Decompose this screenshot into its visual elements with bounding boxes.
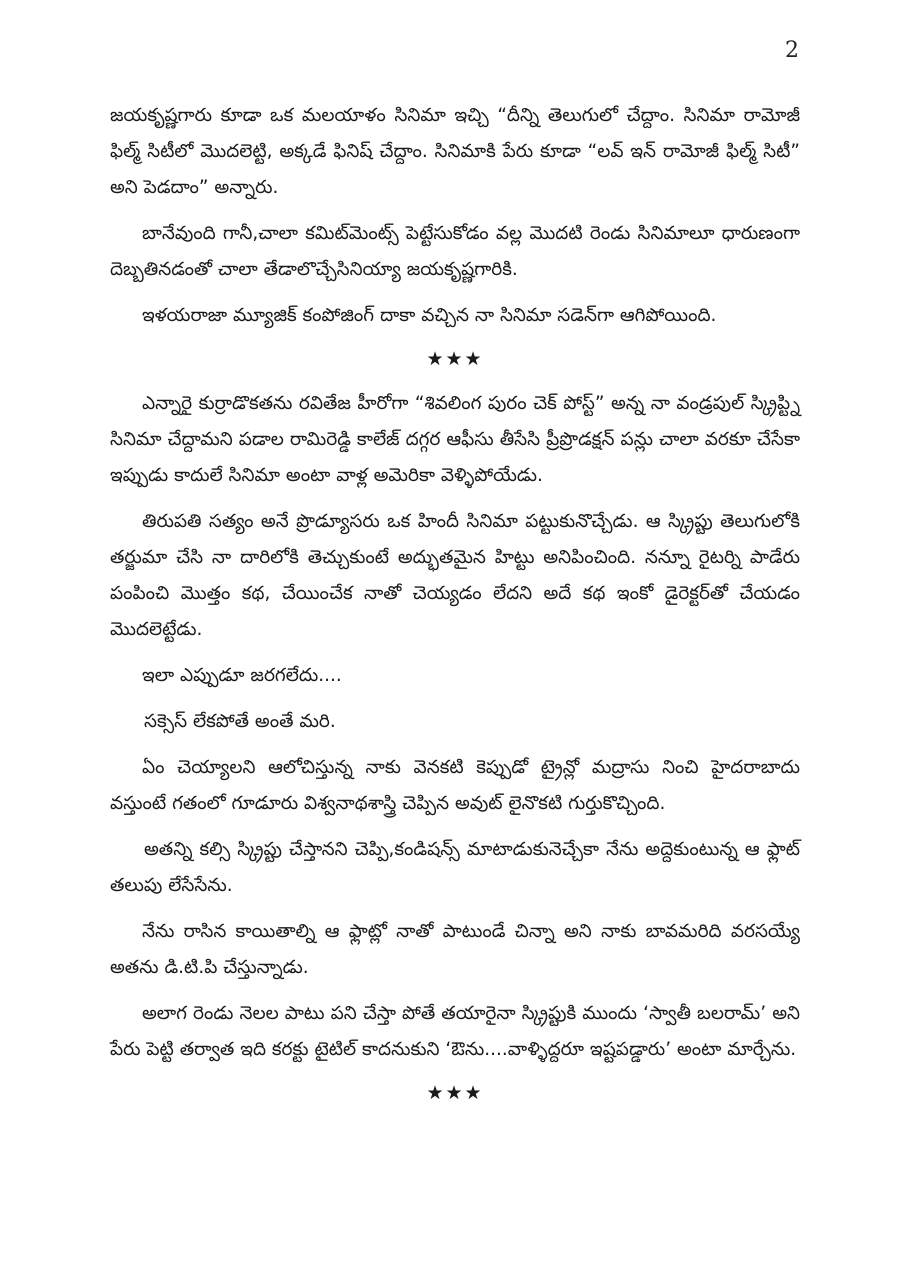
paragraph-7: సక్సెస్ లేకపోతే అంతే మరి.: [144, 711, 336, 732]
paragraph-8: ఏం చెయ్యాలని ఆలోచిస్తున్న నాకు వెనకటి కెప్పుడో ట్రైన్లో మద్రాసు నించి హైదరాబాదు వస్తుంటే గతంలో గూడూరు విశ్వనాథశాస్త్రి చెప్పిన అవుట్ లైనొకటి గుర్తుకొచ్చింది.: [110, 757, 800, 814]
paragraph-1: జయకృష్ణగారు కూడా ఒక మలయాళం సినిమా ఇచ్చి “దీన్ని తెలుగులో చేద్దాం. సినిమా రామోజీ ఫిల్మ్ సిటీలో మొదలెట్టి, అక్కడే ఫినిష్ చేద్దాం. సినిమాకి పేరు కూడా “లవ్ ఇన్ రామోజీ ఫిల్మ్ సిటీ” అని పెడదాం” అన్నారు.: [110, 105, 800, 198]
section-divider-end: ★★★: [426, 1082, 484, 1104]
paragraph-2: బానేవుంది గానీ,చాలా కమిట్‌మెంట్స్ పెట్టేసుకోడం వల్ల మొదటి రెండు సినిమాలూ ధారుణంగా దెబ్బతినడంతో చాలా తేడాలొచ్చేసినియ్యా జయకృష్ణగారికి.: [110, 223, 800, 280]
page-number: 2: [785, 38, 799, 63]
paragraph-10: నేను రాసిన కాయితాల్ని ఆ ఫ్లాట్లో నాతో పాటుండే చిన్నా అని నాకు బావమరిది వరసయ్యే అతను డి.టి.పి చేస్తున్నాడు.: [110, 921, 800, 978]
paragraph-5: తిరుపతి సత్యం అనే ప్రొడ్యూసరు ఒక హిందీ సినిమా పట్టుకునొచ్చేడు. ఆ స్క్రిప్టు తెలుగులోకి తర్జుమా చేసి నా దారిలోకి తెచ్చుకుంటే అద్భుతమైన హిట్టు అనిపించింది. నన్నూ రైటర్ని పాడేరు పంపించి మొత్తం కథ, చేయించేక నాతో చెయ్యడం లేదని అదే కథ ఇంకో డైరెక్టర్‌తో చేయడం మొదలెట్టేడు.: [110, 511, 800, 640]
document-body: [110, 98, 800, 1120]
paragraph-3: ఇళయరాజా మ్యూజిక్ కంపోజింగ్ దాకా వచ్చిన నా సినిమా సడెన్‌గా ఆగిపోయింది.: [142, 305, 717, 326]
paragraph-6: ఇలా ఎప్పుడూ జరగలేదు....: [142, 665, 342, 686]
paragraph-4: ఎన్నారై కుర్రాడొకతను రవితేజ హీరోగా “శివలింగ పురం చెక్ పోస్ట్” అన్న నా వండ్రపుల్ స్క్రిప్ట్ని సినిమా చేద్దామని పడాల రామిరెడ్డి కాలేజ్ దగ్గర ఆఫీసు తీసేసి ప్రీప్రొడక్షన్ పన్లు చాలా వరకూ చేసేకా ఇప్పుడు కాదులే సినిమా అంటా వాళ్ల అమెరికా వెళ్ళిపోయేడు.: [110, 393, 800, 486]
paragraph-9: అతన్ని కల్సి స్క్రిప్టు చేస్తానని చెప్పి,కండిషన్స్ మాటాడుకునెచ్చేకా నేను అద్దెకుంటున్న ఆ ఫ్లాట్ తలుపు లేసేసేను.: [110, 839, 800, 896]
paragraph-11: అలాగ రెండు నెలల పాటు పని చేస్తా పోతే తయారైనా స్క్రిప్టుకి ముందు ‘స్వాతీ బలరామ్’ అని పేరు పెట్టి తర్వాత ఇది కరక్టు టైటిల్ కాదనుకుని ‘ఔను....వాళ్ళిద్దరూ ఇష్టపడ్డారు’ అంటా మార్చేను.: [110, 1003, 800, 1060]
section-divider: ★★★: [426, 348, 484, 370]
